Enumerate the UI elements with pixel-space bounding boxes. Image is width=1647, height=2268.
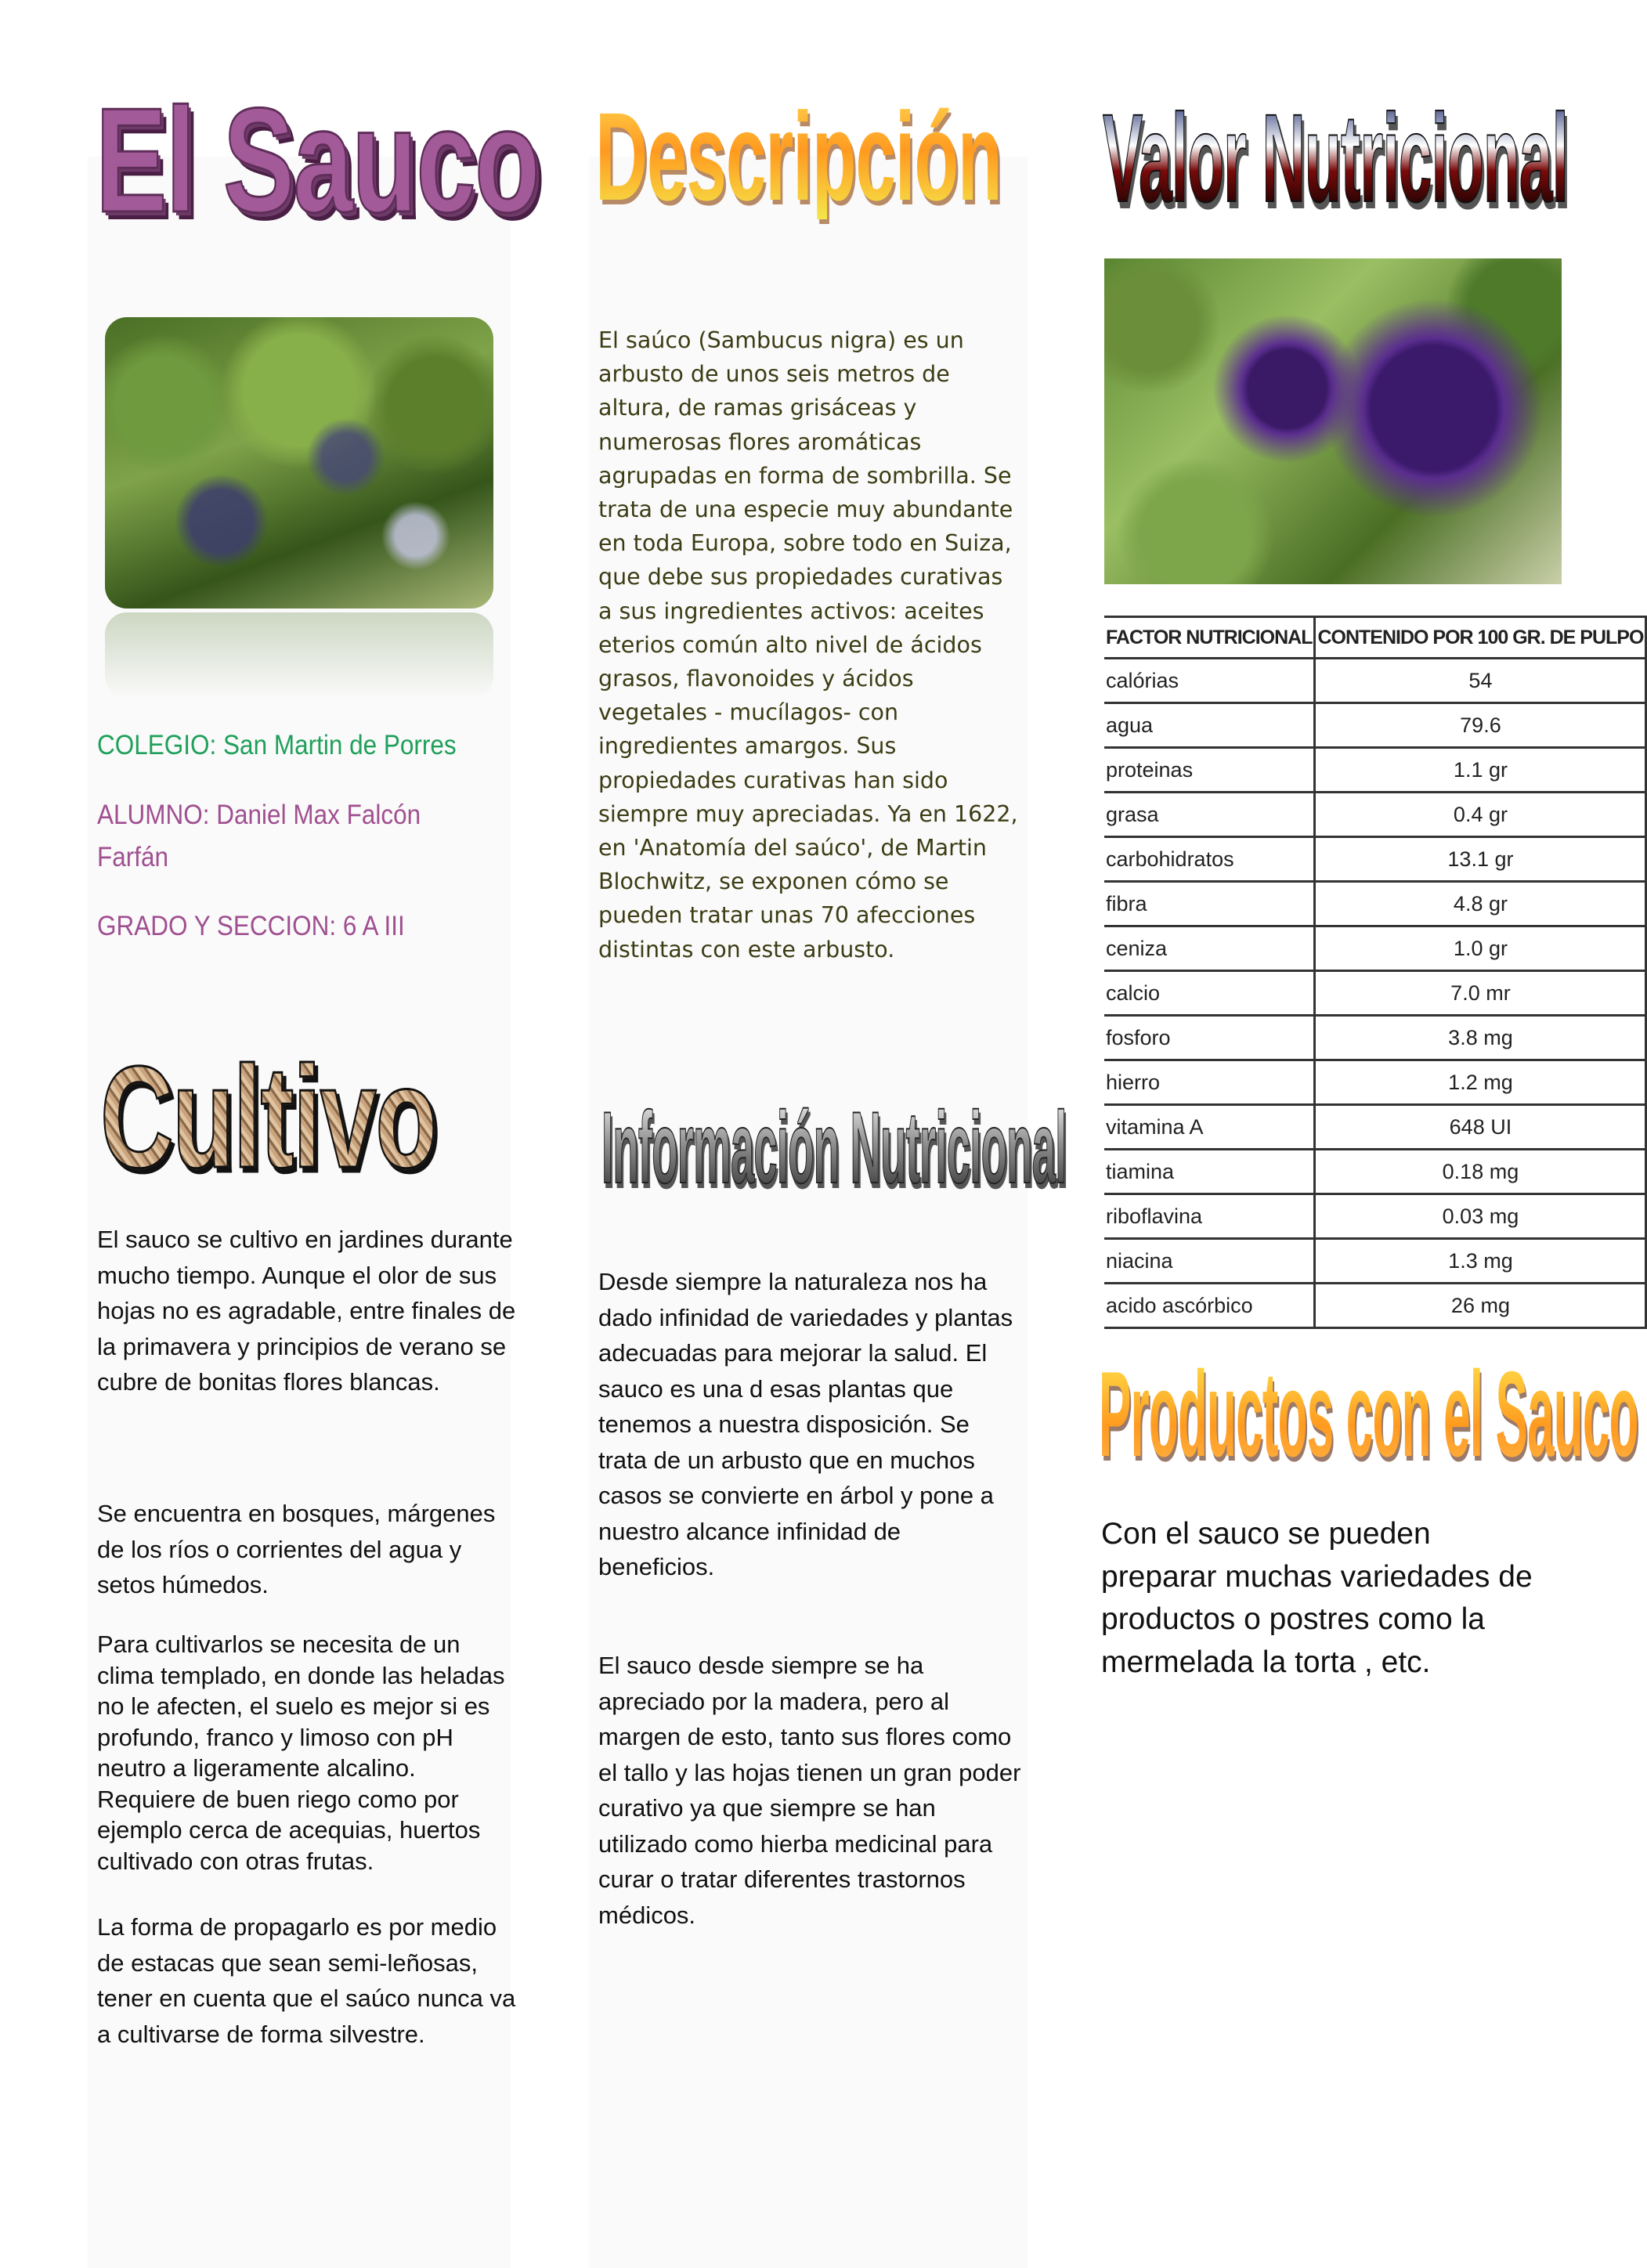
informacion-nutricional-heading: Información Nutricional: [601, 1090, 1067, 1204]
table-cell-factor: proteinas: [1104, 748, 1315, 793]
table-cell-value: 0.03 mg: [1315, 1194, 1646, 1239]
table-cell-factor: ceniza: [1104, 926, 1315, 971]
valor-nutricional-heading: Valor Nutricional: [1103, 88, 1568, 228]
cultivo-paragraph: Se encuentra en bosques, márgenes de los ríos o corrientes del agua y setos húmedos.: [97, 1500, 496, 1598]
table-cell-value: 13.1 gr: [1315, 837, 1646, 882]
table-cell-value: 54: [1315, 659, 1646, 703]
table-row: [1104, 1239, 1646, 1284]
table-cell-value: 79.6: [1315, 703, 1646, 748]
table-cell-factor: niacina: [1104, 1239, 1315, 1284]
table-cell-value: 1.1 gr: [1315, 748, 1646, 793]
table-row: [1104, 1150, 1646, 1194]
nutrition-table: [1104, 616, 1647, 1329]
table-cell-factor: vitamina A: [1104, 1105, 1315, 1150]
informacion-paragraph: El sauco desde siempre se ha apreciado por la madera, pero al margen de esto, tanto sus flores como el tallo y las hojas tienen un gran poder curativo ya que siempre se han utilizado como hierba medicinal para curar o tratar diferentes trastornos médicos.: [598, 1652, 1021, 1929]
table-header-factor: FACTOR NUTRICIONAL: [1104, 617, 1315, 659]
table-cell-value: 4.8 gr: [1315, 882, 1646, 926]
school-label: COLEGIO: San Martin de Porres: [97, 730, 457, 760]
table-cell-factor: calórias: [1104, 659, 1315, 703]
table-cell-value: 7.0 mr: [1315, 971, 1646, 1016]
cultivo-paragraph: Para cultivarlos se necesita de un clima templado, en donde las heladas no le afecten, el suelo es mejor si es profundo, franco y limoso con pH neutro a ligeramente alcalino. Requiere de buen riego como por ejemplo cerca de acequias, huertos cultivado con otras frutas.: [97, 1631, 505, 1875]
table-row: [1104, 1060, 1646, 1105]
descripcion-heading: Descripción: [595, 86, 1002, 226]
table-header-row: [1104, 617, 1646, 659]
table-cell-factor: fibra: [1104, 882, 1315, 926]
cultivo-heading: Cultivo: [100, 1037, 437, 1198]
table-cell-factor: riboflavina: [1104, 1194, 1315, 1239]
elderberry-bush-photo: [105, 317, 493, 609]
table-cell-value: 1.3 mg: [1315, 1239, 1646, 1284]
table-row: [1104, 1194, 1646, 1239]
elderberry-bush-photo-reflection: [105, 612, 493, 699]
cultivo-paragraph: La forma de propagarlo es por medio de estacas que sean semi-leñosas, tener en cuenta que el saúco nunca va a cultivarse de forma silvestre.: [97, 1913, 516, 2048]
table-cell-factor: calcio: [1104, 971, 1315, 1016]
productos-heading: Productos con el Sauco: [1099, 1346, 1638, 1482]
table-cell-value: 0.4 gr: [1315, 793, 1646, 837]
student-name-label: ALUMNO: Daniel Max Falcón Farfán: [97, 800, 421, 872]
table-row: [1104, 1284, 1646, 1328]
informacion-paragraph: Desde siempre la naturaleza nos ha dado infinidad de variedades y plantas adecuadas para mejorar la salud. El sauco es una d esas plantas que tenemos a nuestra disposición. Se trata de un arbusto que en muchos casos se convierte en árbol y pone a nuestro alcance infinidad de beneficios.: [598, 1268, 1013, 1580]
table-cell-factor: fosforo: [1104, 1016, 1315, 1060]
table-row: [1104, 837, 1646, 882]
cultivo-paragraph: El sauco se cultivo en jardines durante mucho tiempo. Aunque el olor de sus hojas no es agradable, entre finales de la primavera y principios de verano se cubre de bonitas flores blancas.: [97, 1226, 516, 1396]
table-row: [1104, 882, 1646, 926]
table-cell-factor: grasa: [1104, 793, 1315, 837]
table-cell-value: 0.18 mg: [1315, 1150, 1646, 1194]
descripcion-text: El saúco (Sambucus nigra) es un arbusto de unos seis metros de altura, de ramas grisáceas y numerosas flores aromáticas agrupadas en forma de sombrilla. Se trata de una especie muy abundante en toda Europa, sobre todo en Suiza, que debe sus propiedades curativas a sus ingredientes activos: aceites eterios común alto nivel de ácidos grasos, flavonoides y ácidos vegetales - mucílagos- con ingredientes amargos. Sus propiedades curativas han sido siempre muy apreciadas. Ya en 1622, en 'Anatomía del saúco', de Martin Blochwitz, se exponen cómo se pueden tratar unas 70 afecciones distintas con este arbusto.: [598, 327, 1018, 962]
table-row: [1104, 703, 1646, 748]
table-row: [1104, 1105, 1646, 1150]
table-cell-factor: carbohidratos: [1104, 837, 1315, 882]
table-cell-factor: acido ascórbico: [1104, 1284, 1315, 1328]
grade-label: GRADO Y SECCION: 6 A III: [97, 911, 405, 941]
table-cell-value: 3.8 mg: [1315, 1016, 1646, 1060]
table-row: [1104, 971, 1646, 1016]
table-cell-value: 648 UI: [1315, 1105, 1646, 1150]
table-cell-value: 26 mg: [1315, 1284, 1646, 1328]
main-title: El Sauco: [96, 78, 540, 244]
table-row: [1104, 793, 1646, 837]
table-row: [1104, 1016, 1646, 1060]
table-header-content: CONTENIDO POR 100 GR. DE PULPO: [1315, 617, 1646, 659]
table-row: [1104, 926, 1646, 971]
table-row: [1104, 748, 1646, 793]
productos-text: Con el sauco se pueden preparar muchas variedades de productos o postres como la mermelada la torta , etc.: [1101, 1517, 1533, 1679]
table-cell-value: 1.2 mg: [1315, 1060, 1646, 1105]
elderberry-berries-photo: [1104, 258, 1562, 584]
table-cell-value: 1.0 gr: [1315, 926, 1646, 971]
table-cell-factor: tiamina: [1104, 1150, 1315, 1194]
table-cell-factor: hierro: [1104, 1060, 1315, 1105]
table-row: [1104, 659, 1646, 703]
table-cell-factor: agua: [1104, 703, 1315, 748]
